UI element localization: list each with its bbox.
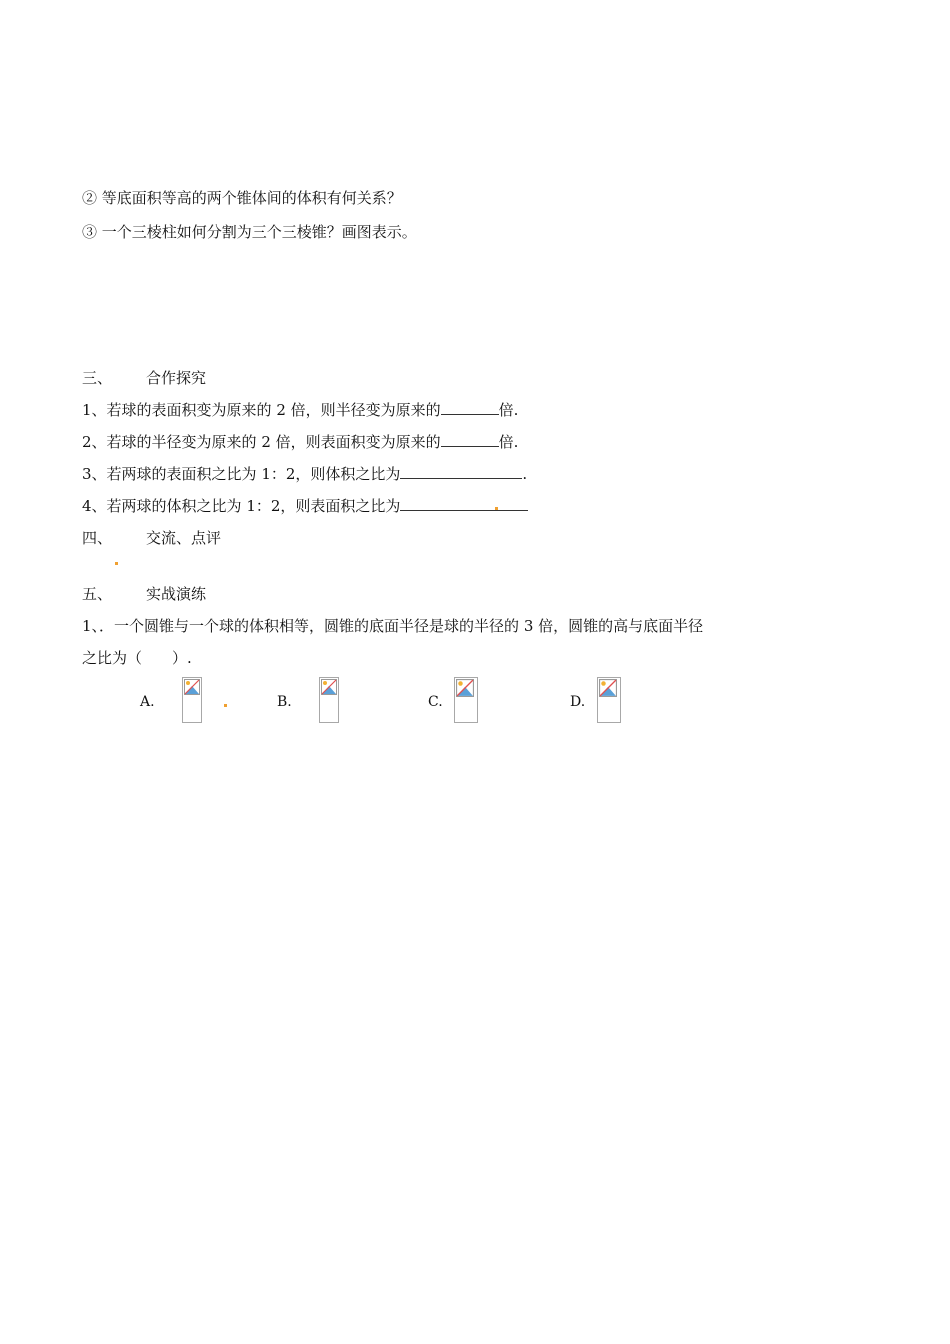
- exercise-1-suffix: 倍.: [498, 401, 519, 419]
- answer-blank: [441, 432, 499, 447]
- decorative-dot: [115, 562, 118, 565]
- exercise-1-text: 1、若球的表面积变为原来的 2 倍，则半径变为原来的: [82, 401, 441, 419]
- section-3-number: 三、: [82, 369, 113, 387]
- exercise-4: [82, 496, 528, 516]
- question-3: ③ 一个三棱柱如何分割为三个三棱锥？画图表示。: [82, 223, 417, 241]
- option-b-label: B.: [277, 694, 292, 710]
- exercise-2-text: 2、若球的半径变为原来的 2 倍，则表面积变为原来的: [82, 433, 441, 451]
- decorative-dot: [224, 704, 227, 707]
- exercise-2-suffix: 倍.: [498, 433, 519, 451]
- exercise-3-text: 3、若两球的表面积之比为 1：2，则体积之比为: [82, 465, 401, 483]
- option-d-label: D.: [570, 694, 586, 710]
- option-b-image: [319, 677, 339, 723]
- section-4-heading: [82, 528, 221, 548]
- answer-blank: [400, 496, 528, 511]
- mc-question-line-1: 1、．一个圆锥与一个球的体积相等，圆锥的底面半径是球的半径的 3 倍，圆锥的高与底面半径: [82, 617, 704, 635]
- broken-image-icon: [321, 679, 337, 695]
- exercise-1: [82, 400, 518, 420]
- question-2: ② 等底面积等高的两个锥体间的体积有何关系？: [82, 189, 402, 207]
- section-3-heading: [82, 368, 206, 388]
- broken-image-icon: [599, 679, 617, 697]
- section-3-title: 合作探究: [146, 369, 207, 387]
- option-d-image: [597, 677, 621, 723]
- section-4-number: 四、: [82, 529, 113, 547]
- exercise-4-text: 4、若两球的体积之比为 1：2，则表面积之比为: [82, 497, 401, 515]
- option-a-label: A.: [140, 694, 155, 710]
- exercise-3-suffix: .: [522, 465, 528, 483]
- section-5-title: 实战演练: [146, 585, 207, 603]
- section-5-heading: [82, 584, 206, 604]
- option-c-label: C.: [428, 694, 443, 710]
- broken-image-icon: [184, 679, 200, 695]
- answer-blank: [441, 400, 499, 415]
- answer-blank: [400, 464, 522, 479]
- broken-image-icon: [456, 679, 474, 697]
- exercise-2: [82, 432, 518, 452]
- decorative-dot: [495, 507, 498, 510]
- section-5-number: 五、: [82, 585, 113, 603]
- option-c-image: [454, 677, 478, 723]
- option-a-image: [182, 677, 202, 723]
- mc-question-line-2: 之比为（ ）.: [82, 649, 192, 667]
- section-4-title: 交流、点评: [146, 529, 222, 547]
- exercise-3: [82, 464, 527, 484]
